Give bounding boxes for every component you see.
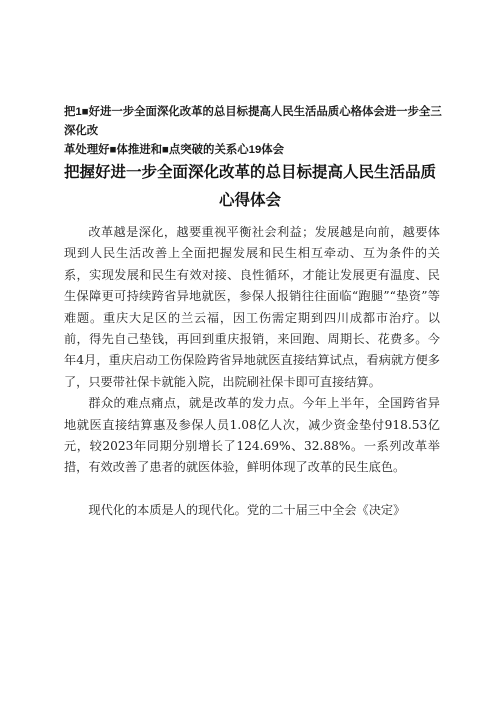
paragraph: 改革越是深化，越要重视平衡社会利益；发展越是向前，越要体现到人民生活改善上全面把握发展和民生相互牵动、互为条件的关系，实现发展和民生有效对接、良性循环，才能让发展更有温度、民生保障更可持续跨省异地就医，参保人报销往往面临“跑腿”“垫资”等难题。重庆大足区的兰云福，因工伤需定期到四川成都市治疗。以前，得先自己垫钱，再回到重庆报销，来回跑、周期长、花费多。今年4月，重庆启动工伤保险跨省异地就医直接结算试点，看病就方便多了，只要带社保卡就能入院，出院刷社保卡即可直接结算。 [64, 225, 440, 389]
paragraph: 现代化的本质是人的现代化。党的二十届三中全会《决定》 [88, 502, 406, 517]
title-line-1: 把握好进一步全面深化改革的总目标提高人民生活品质 [63, 163, 436, 181]
header-line-1: 把1■好进一步全面深化改革的总目标提高人民生活品质心格体会进一步全三深化改 [64, 106, 442, 137]
document-header [64, 103, 444, 160]
document-title [60, 158, 440, 214]
title-line-2: 心得体会 [218, 191, 281, 209]
header-line-2: 革处理好■体推进和■点突破的关系心19体会 [64, 144, 285, 156]
document-body [64, 222, 440, 521]
paragraph: 群众的难点痛点，就是改革的发力点。今年上半年，全国跨省异地就医直接结算惠及参保人员1.08亿人次，减少资金垫付918.53亿元，较2023年同期分别增长了124.69%、32.88%。一系列改革举措，有效改善了患者的就医体验，鲜明体现了改革的民生底色。 [64, 396, 440, 475]
